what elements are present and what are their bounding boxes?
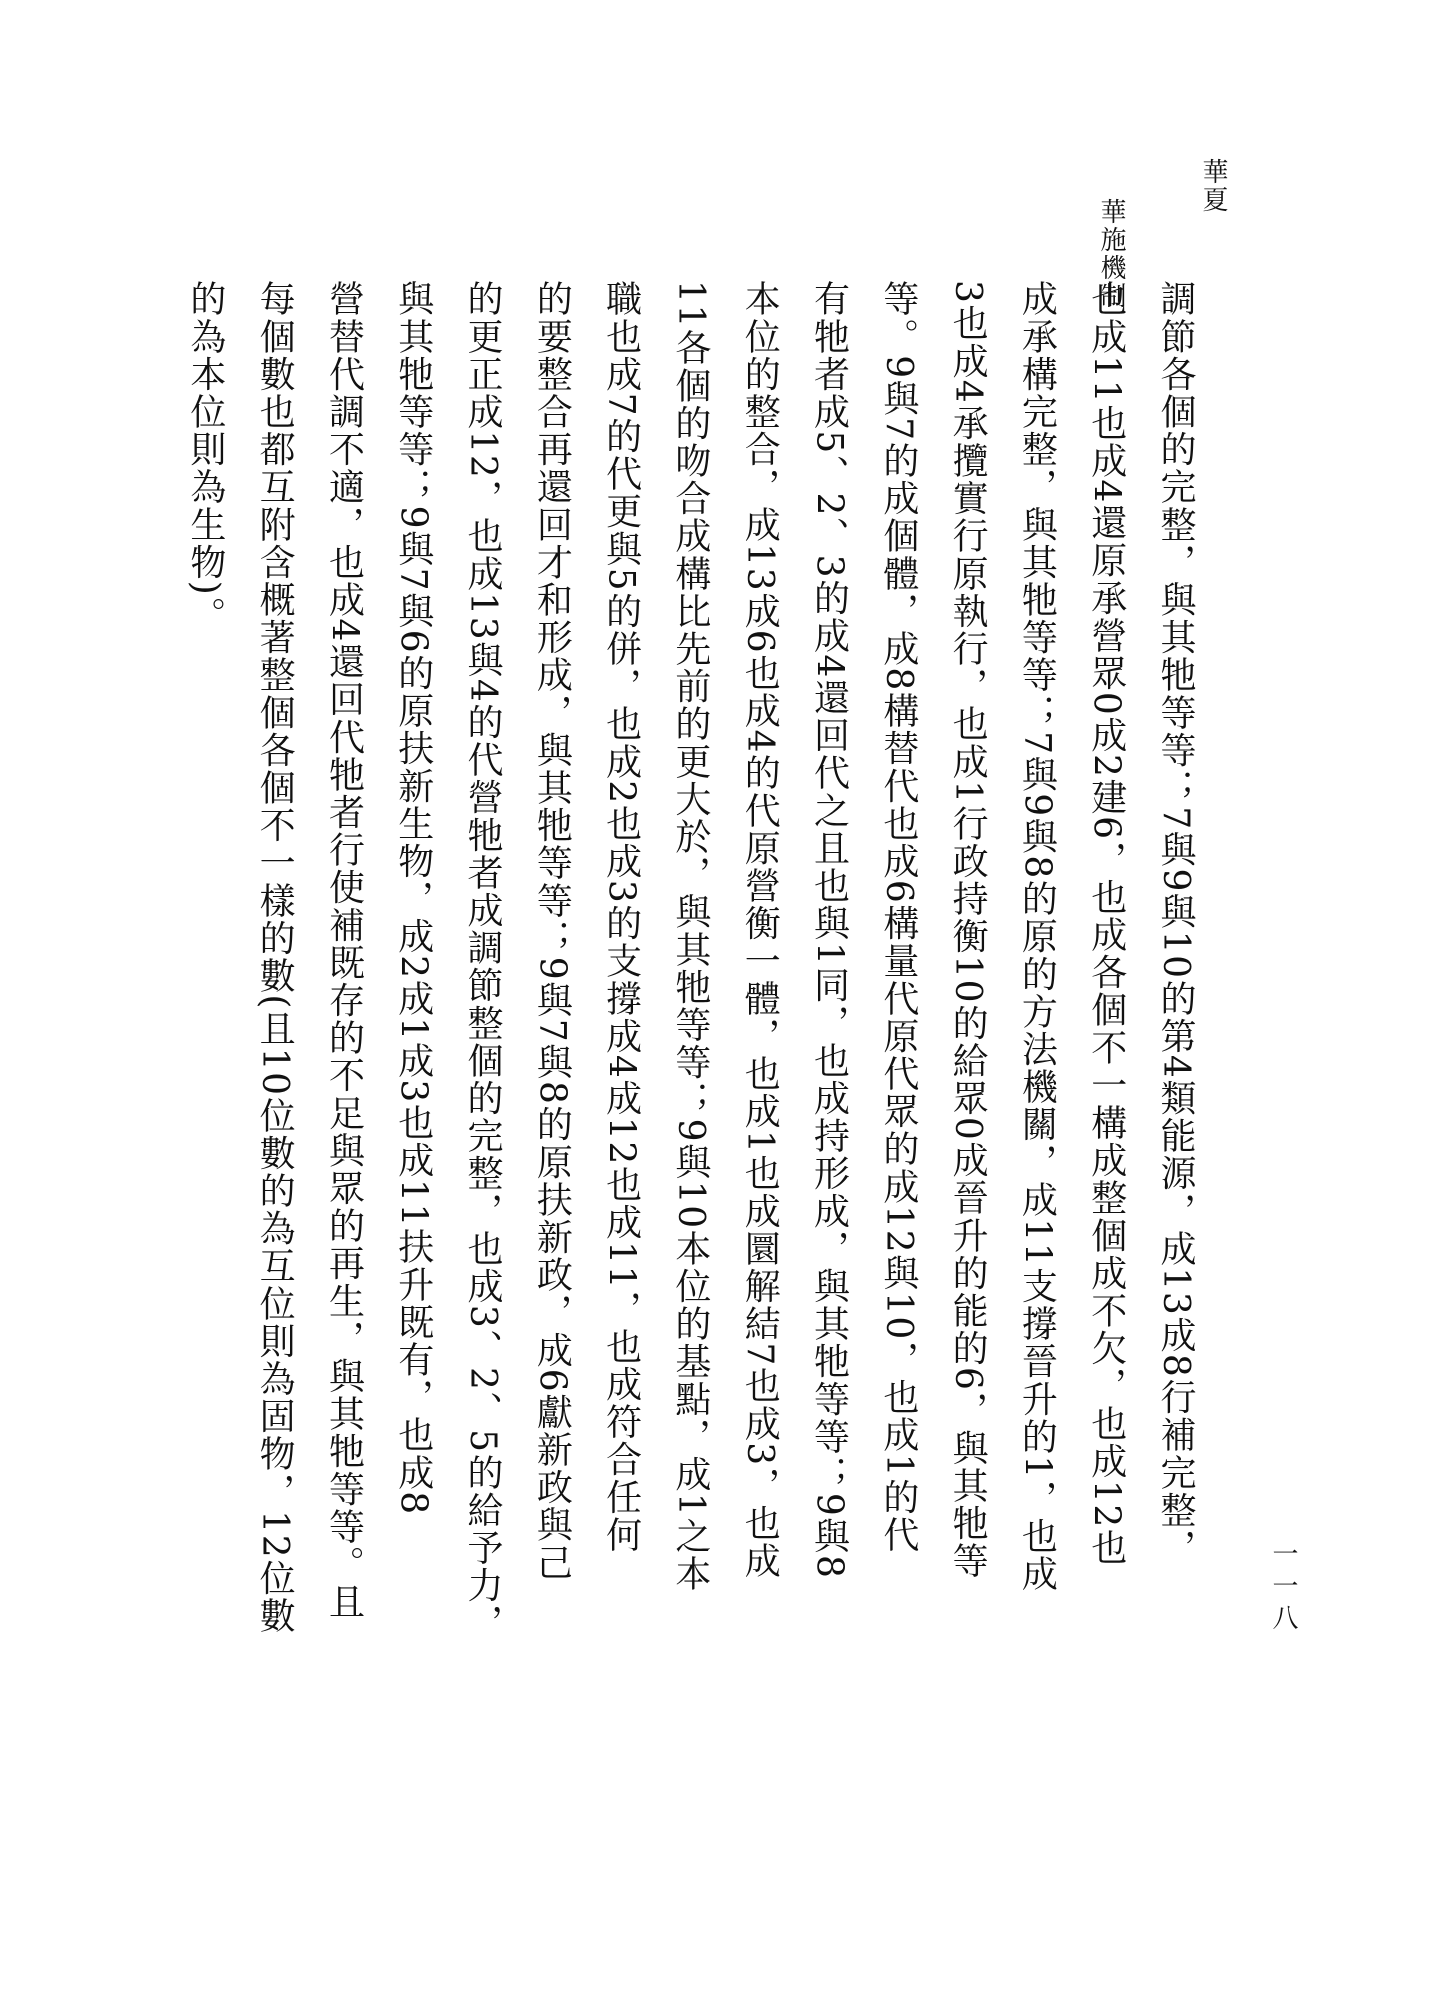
text-column: 的為本位則為生物)。: [184, 280, 226, 635]
text-column: 也成11也成4還原承營眾0成2建6，也成各個不一構成整個成不欠，也成12也: [1085, 280, 1127, 1567]
text-column: 等。9與7的成個體，成8構替代也成6構量代原代眾的成12與10，也成1的代: [877, 280, 919, 1554]
running-head-chapter-title: 華施機制: [1096, 198, 1126, 310]
running-head: [1096, 158, 1298, 398]
text-column: 本位的整合，成13成6也成4的代原營衡一體，也成1也成圜解結7也成3，也成: [739, 280, 781, 1580]
text-column: 每個數也都互附含概著整個各個不一樣的數(且10位數的為互位則為固物，12位數: [254, 280, 296, 1635]
body-text: [180, 280, 1210, 1840]
text-column: 職也成7的代更與5的併，也成2也成3的支撐成4成12也成11，也成符合任何: [600, 280, 642, 1554]
text-column: 營替代調不適，也成4還回代牠者行使補既存的不足與眾的再生，與其牠等等。且: [323, 280, 365, 1621]
text-column: 調節各個的完整，與其牠等等；7與9與10的第4類能源，成13成8行補完整，: [1155, 280, 1196, 1567]
text-column: 的要整合再還回才和形成，與其牠等等；9與7與8的原扶新政，成6獻新政與己: [531, 280, 573, 1582]
text-column: 有牠者成5、2、3的成4還回代之且也與1同，也成持形成，與其牠等等；9與8: [808, 280, 850, 1580]
running-head-book-title: 華夏: [1198, 158, 1228, 214]
text-column: 與其牠等等；9與7與6的原扶新生物，成2成1成3也成11扶升既有，也成8: [392, 280, 434, 1516]
page-number: 一一八: [1268, 1540, 1298, 1636]
text-column: 3也成4承攬實行原執行，也成1行政持衡10的給眾0成晉升的能的6，與其牠等: [947, 280, 989, 1580]
text-column: 的更正成12，也成13與4的代營牠者成調節整個的完整，也成3、2、5的給予力，: [462, 280, 504, 1642]
text-column: 11各個的吻合成構比先前的更大於，與其牠等等；9與10本位的基點，成1之本: [669, 280, 711, 1593]
text-column: 成承構完整，與其牠等等；7與9與8的原的方法機關，成11支撐晉升的1，也成: [1016, 280, 1058, 1593]
